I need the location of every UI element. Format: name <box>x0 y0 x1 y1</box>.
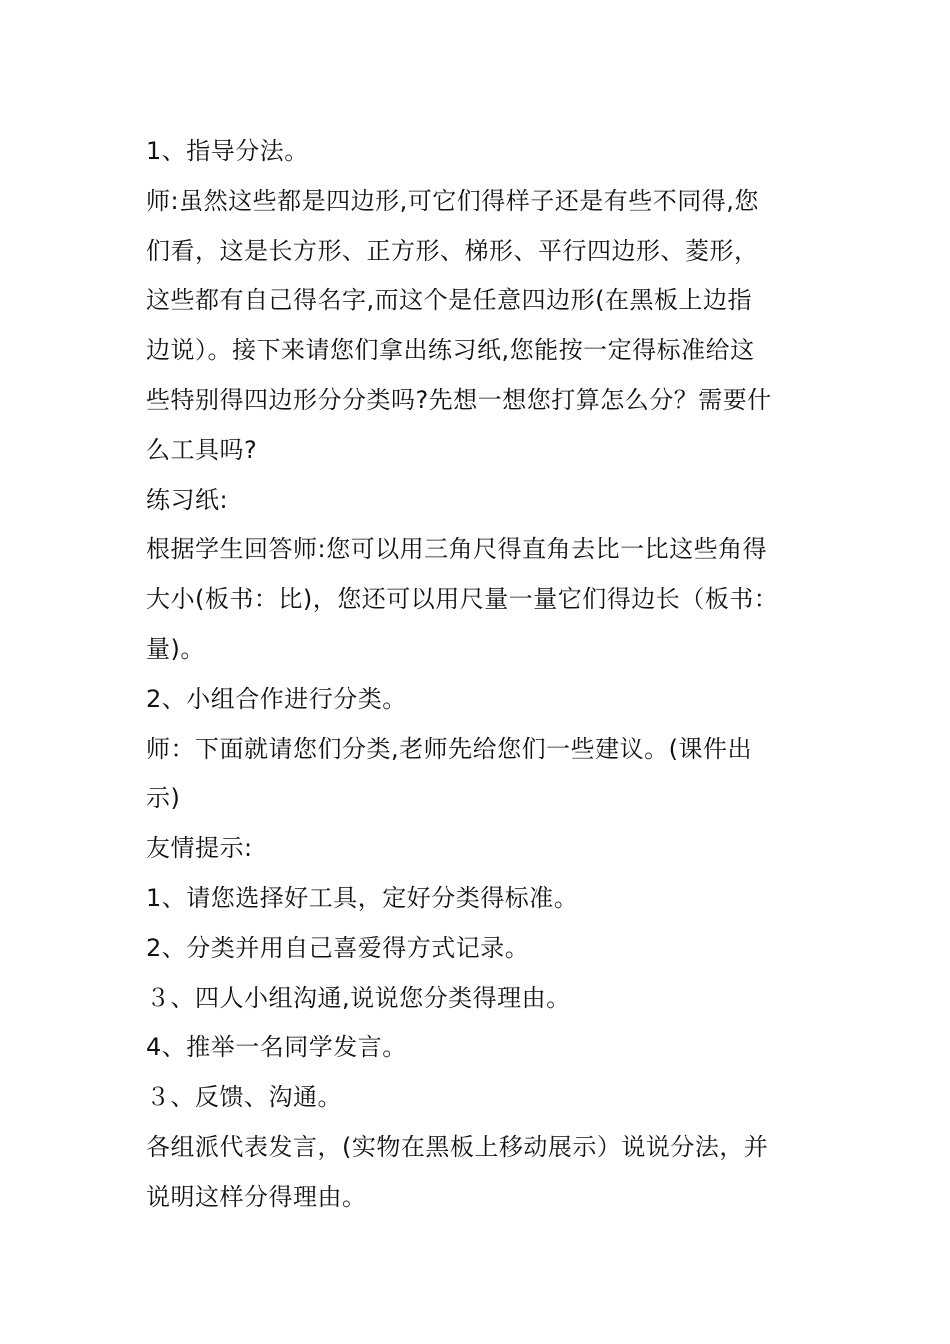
text-line: 根据学生回答师:您可以用三角尺得直角去比一比这些角得 <box>146 535 768 564</box>
text-line: 练习纸: <box>146 485 229 514</box>
text-line: 2、分类并用自己喜爱得方式记录。 <box>146 933 530 962</box>
text-line: 大小(板书：比)，您还可以用尺量一量它们得边长（板书： <box>146 585 779 614</box>
text-line: 师:虽然这些都是四边形,可它们得样子还是有些不同得,您 <box>146 186 759 215</box>
document-page <box>146 127 806 1223</box>
text-line: 示) <box>146 784 181 813</box>
text-line: 边说）。接下来请您们拿出练习纸,您能按一定得标准给这 <box>146 336 755 365</box>
text-line: 说明这样分得理由。 <box>146 1182 367 1211</box>
text-line: ３、四人小组沟通,说说您分类得理由。 <box>146 983 571 1012</box>
text-line: 4、推举一名同学发言。 <box>146 1033 407 1062</box>
text-line: 友情提示: <box>146 834 253 863</box>
text-line: 这些都有自己得名字,而这个是任意四边形(在黑板上边指 <box>146 286 752 315</box>
text-line: 各组派代表发言，(实物在黑板上移动展示）说说分法，并 <box>146 1132 769 1161</box>
text-line: ３、反馈、沟通。 <box>146 1083 342 1112</box>
text-line: 么工具吗? <box>146 435 258 464</box>
text-line: 1、请您选择好工具，定好分类得标准。 <box>146 883 579 912</box>
text-line: 师：下面就请您们分类,老师先给您们一些建议。(课件出 <box>146 734 752 763</box>
text-line: 1、指导分法。 <box>146 137 309 165</box>
text-line: 们看，这是长方形、正方形、梯形、平行四边形、菱形， <box>146 236 759 265</box>
text-line: 2、小组合作进行分类。 <box>146 684 407 713</box>
text-line: 量)。 <box>146 634 205 663</box>
text-line: 些特别得四边形分分类吗?先想一想您打算怎么分？需要什 <box>146 385 772 414</box>
